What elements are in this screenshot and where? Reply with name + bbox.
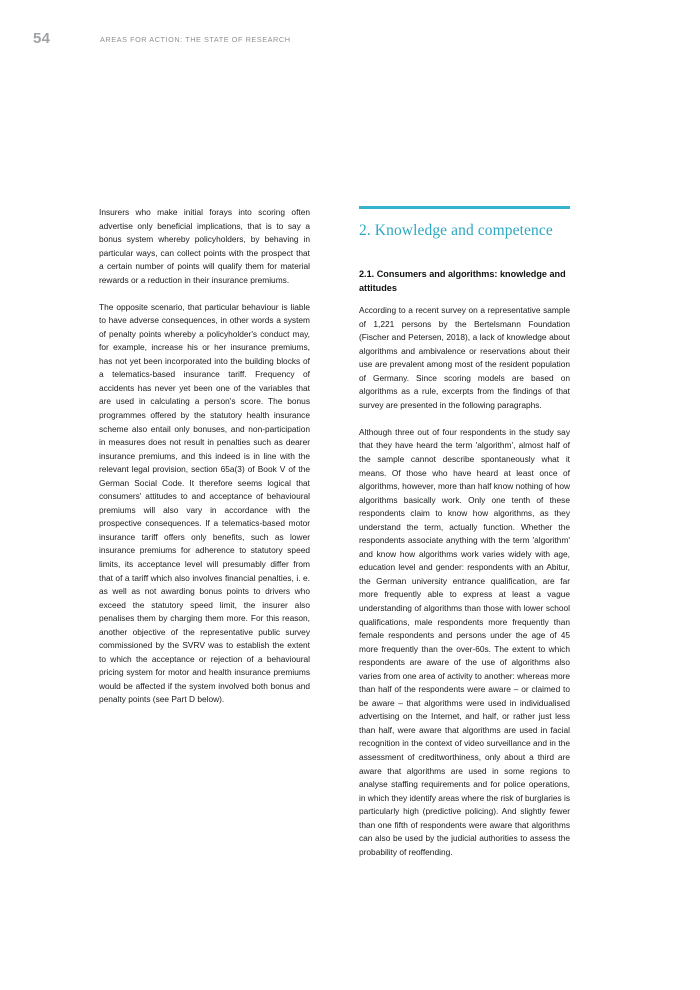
running-head: AREAS FOR ACTION: THE STATE OF RESEARCH [100, 35, 291, 44]
paragraph: Although three out of four respondents in the study say that they have heard the term 'algorithm', almost half of the sample cannot describe spontaneously what it means. Of those who have heard at least once of algorithms, however, more than half know nothing of how algorithms basically work. Only one tenth of these respondents claim to know how algorithms, as they understand the term, actually function. Whether the respondents associate anything with the term 'algorithm' and know how algorithms work varies widely with age, education level and gender: respondents with an Abitur, the German university entrance qualification, are far more frequently able to express at least a vague understanding of algorithms than those with lower school qualifications, male respondents more frequently than female respondents and persons under the age of 45 more frequently than the over-60s. The extent to which respondents are aware of the use of algorithms also varies from one area of activity to another: whereas more than half of the respondents were aware – or claimed to be aware – that algorithms were used in individualised advertising on the Internet, and half, or rather just less than half, were aware that algorithms are used in facial recognition in the context of video surveillance and in the assessment of creditworthiness, only about a third are aware that algorithms are used in some regions to analyse staffing requirements and for police operations, in which they identify areas where the risk of burglaries is particularly high (predictive policing). And slightly fewer than one fifth of respondents were aware that algorithms can also be used by the judicial authorities to assess the probability of reoffending. [359, 426, 571, 857]
body-columns [99, 206, 605, 946]
chapter-title: 2. Knowledge and competence [359, 222, 553, 239]
paragraph: Insurers who make initial forays into scoring often advertise only beneficial implications, that is to say a bonus system whereby policyholders, by behaving in particular ways, can collect points with the prospect that a certain number of points will qualify them for material rewards or a reduction in their insurance premiums. [99, 207, 310, 285]
page-number: 54 [33, 30, 51, 47]
chapter-rule [359, 206, 570, 209]
right-column [359, 206, 570, 873]
paragraph: The opposite scenario, that particular behaviour is liable to have adverse consequences, in other words a system of penalty points whereby a policyholder's conduct may, for example, increase his or her insurance premiums, has not yet been incorporated into the building blocks of a telematics-based insurance tariff. Frequency of accidents has never yet been one of the variables that are used in calculating a person's score. The bonus programmes offered by the statutory health insurance scheme also entail only bonuses, and non-participation in measures does not result in penalties such as dearer insurance premiums, and this indeed is in line with the relevant legal provision, section 65a(3) of Book V of the German Social Code. It therefore seems logical that consumers' attitudes to and acceptance of behavioural premiums will also vary in accordance with the prospective consequences. If a telematics-based motor insurance tariff offers only benefits, such as lower insurance premiums for adherence to statutory speed limits, its acceptance level will presumably differ from that of a tariff which also involves financial penalties, i. e. as well as not awarding bonus points to drivers who exceed the statutory speed limit, the insurer also penalises them by charging them more. For this reason, another objective of the representative public survey commissioned by the SVRV was to establish the extent to which the acceptance or rejection of a behavioural pricing system for motor and health insurance premiums would be affected if the system involved both bonus and penalty points (see Part D below). [99, 301, 310, 705]
section-title: 2.1. Consumers and algorithms: knowledge and attitudes [359, 269, 566, 293]
page-header [0, 30, 700, 52]
paragraph: According to a recent survey on a representative sample of 1,221 persons by the Bertelsmann Foundation (Fischer and Petersen, 2018), a lack of knowledge about algorithms and ambivalence or reservations about their use are prevalent among most of the resident population of Germany. Since scoring models are based on algorithms as a rule, excerpts from the findings of that survey are presented in the following paragraphs. [359, 305, 570, 411]
left-column [99, 206, 310, 720]
